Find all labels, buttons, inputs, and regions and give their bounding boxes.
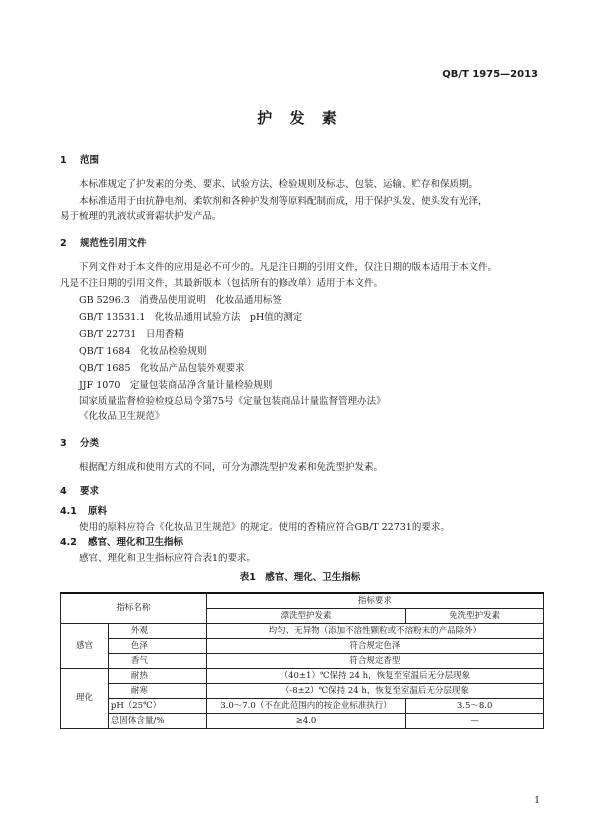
section-1-heading — [60, 155, 99, 167]
reference-item: GB/T 13531.1 化妆品通用试验方法 pH值的测定 — [79, 312, 303, 323]
section-number: 1 — [60, 155, 67, 166]
section-title: 原料 — [88, 506, 108, 517]
section-title: 规范性引用文件 — [80, 238, 147, 249]
section-title: 感官、理化和卫生指标 — [88, 537, 184, 548]
row-name: 耐热 — [108, 669, 206, 684]
row-value: 均匀、无异物（添加不溶性颗粒或不溶粉末的产品除外） — [206, 624, 543, 639]
table-row — [61, 684, 544, 699]
header-indicator-name: 指标名称 — [61, 593, 207, 624]
table-header-row — [61, 593, 544, 609]
row-value: （-8±2）℃保持 24 h，恢复至室温后无分层现象 — [206, 684, 543, 699]
row-value-leave: 3.5～8.0 — [406, 699, 544, 714]
table-row — [61, 624, 544, 639]
section-number: 4.1 — [60, 506, 77, 517]
reference-item: 《化妆品卫生规范》 — [79, 411, 165, 422]
section-number: 3 — [60, 438, 67, 449]
row-value: 符合规定色泽 — [206, 639, 543, 654]
row-value-rinse: 3.0～7.0（不在此范围内的按企业标准执行） — [206, 699, 406, 714]
header-leave-in: 免洗型护发素 — [406, 609, 544, 624]
section-2-paragraph-1-cont: 凡是不注日期的引用文件，其最新版本（包括所有的修改单）适用于本文件。 — [60, 278, 384, 289]
section-2-heading — [60, 238, 147, 250]
row-value-leave: — — [406, 714, 544, 729]
page-number: 1 — [534, 796, 540, 806]
row-name: pH（25℃） — [108, 699, 206, 714]
table-row — [61, 639, 544, 654]
header-requirement: 指标要求 — [206, 593, 543, 609]
section-number: 4 — [60, 486, 67, 497]
row-name: 外观 — [108, 624, 206, 639]
section-3-paragraph-1: 根据配方组成和使用方式的不同，可分为漂洗型护发素和免洗型护发素。 — [79, 462, 384, 473]
row-value: 符合规定香型 — [206, 654, 543, 669]
row-name: 香气 — [108, 654, 206, 669]
section-4-1-heading — [60, 506, 107, 518]
row-name: 总固体含量/% — [108, 714, 206, 729]
reference-item: JJF 1070 定量包装商品净含量计量检验规则 — [79, 380, 273, 391]
group-sensory: 感官 — [61, 624, 109, 669]
row-value: （40±1）℃保持 24 h，恢复至室温后无分层现象 — [206, 669, 543, 684]
section-1-paragraph-2: 本标准适用于由抗静电剂、柔软剂和各种护发剂等原料配制而成，用于保护头发、使头发有光泽， — [79, 196, 488, 207]
section-number: 2 — [60, 238, 67, 249]
reference-item: 国家质量监督检验检疫总局令第75号《定量包装商品计量监督管理办法》 — [79, 396, 386, 407]
section-4-2-heading — [60, 537, 183, 549]
table-1-caption: 表1 感官、理化、卫生指标 — [239, 572, 361, 583]
section-4-2-paragraph-1: 感官、理化和卫生指标应符合表1的要求。 — [79, 553, 257, 564]
section-number: 4.2 — [60, 537, 77, 548]
reference-item: QB/T 1684 化妆品检验规则 — [79, 346, 207, 357]
section-1-paragraph-2-cont: 易于梳理的乳液状或膏霜状护发产品。 — [60, 211, 222, 222]
group-physchem: 理化 — [61, 669, 109, 729]
reference-item: GB/T 22731 日用香精 — [79, 329, 184, 340]
document-title: 护 发 素 — [257, 109, 343, 127]
section-3-heading — [60, 438, 99, 450]
section-title: 范围 — [80, 155, 100, 166]
section-1-paragraph-1: 本标准规定了护发素的分类、要求、试验方法、检验规则及标志、包装、运输、贮存和保质期。 — [79, 179, 479, 190]
section-4-1-paragraph-1: 使用的原料应符合《化妆品卫生规范》的规定。使用的香精应符合GB/T 22731的要求。 — [79, 522, 450, 533]
row-name: 耐寒 — [108, 684, 206, 699]
table-1 — [60, 592, 544, 729]
row-value-rinse: ≥4.0 — [206, 714, 406, 729]
standard-code: QB/T 1975—2013 — [442, 69, 538, 80]
reference-item: QB/T 1685 化妆品产品包装外观要求 — [79, 363, 245, 374]
section-2-paragraph-1: 下列文件对于本文件的应用是必不可少的。凡是注日期的引用文件，仅注日期的版本适用于本文件。 — [79, 262, 498, 273]
table-row — [61, 699, 544, 714]
section-title: 要求 — [80, 486, 100, 497]
table-row — [61, 714, 544, 729]
row-name: 色泽 — [108, 639, 206, 654]
table-row — [61, 654, 544, 669]
section-title: 分类 — [80, 438, 100, 449]
reference-item: GB 5296.3 消费品使用说明 化妆品通用标签 — [79, 295, 282, 306]
header-rinse-off: 漂洗型护发素 — [206, 609, 406, 624]
table-row — [61, 669, 544, 684]
section-4-heading — [60, 486, 99, 498]
